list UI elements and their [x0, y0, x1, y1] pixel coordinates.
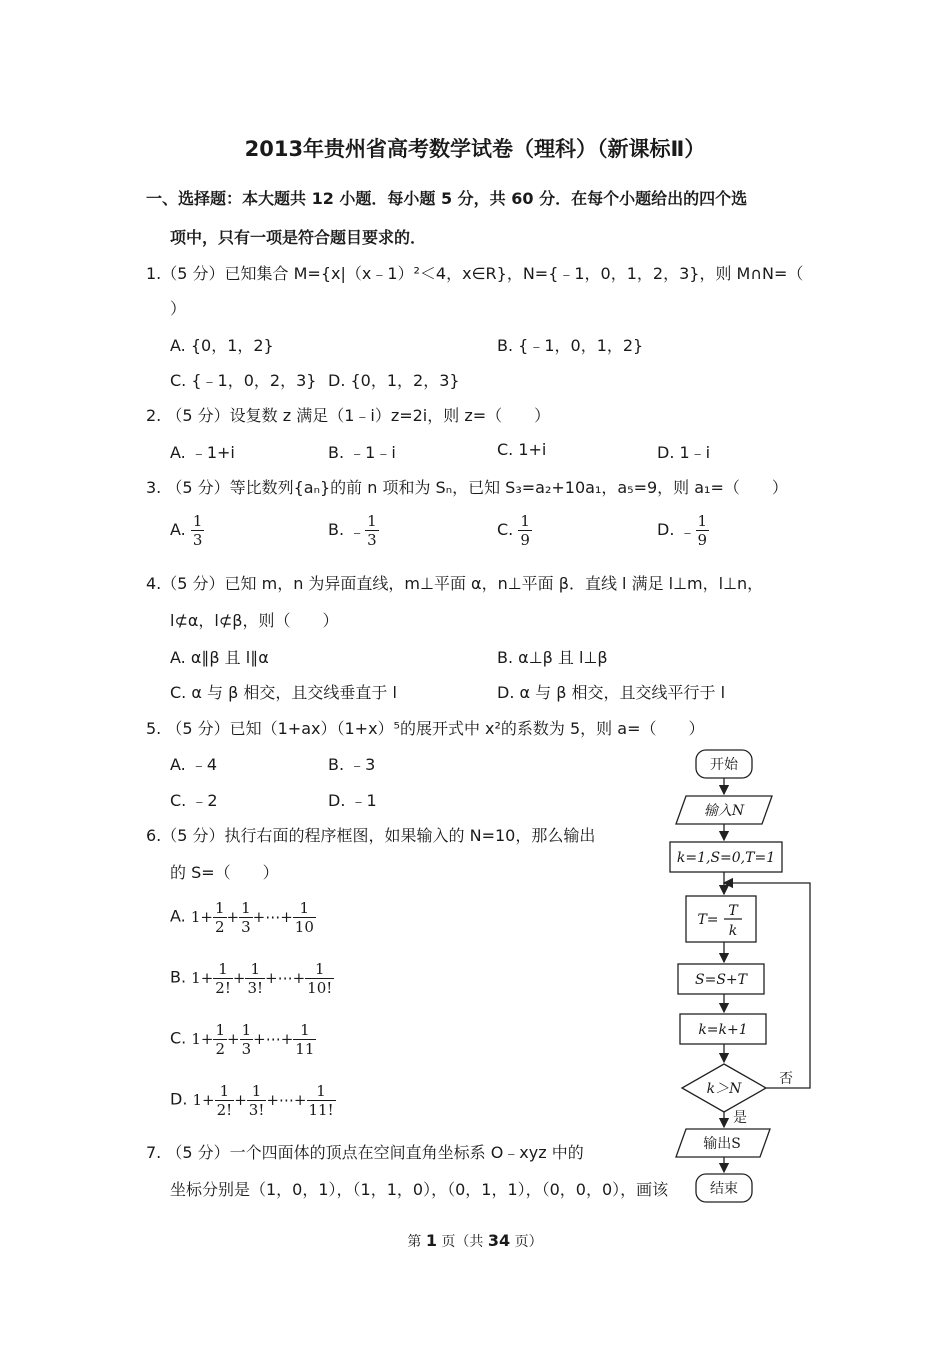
question-5-option-b: B. ﹣3 — [328, 755, 376, 774]
flow-t-lhs: T= — [697, 912, 719, 928]
page-total: 34 — [487, 1231, 511, 1250]
flow-t-denominator: k — [728, 923, 738, 939]
flow-t-numerator: T — [728, 903, 738, 919]
flow-end-label: 结束 — [710, 1181, 738, 1197]
question-5-option-c: C. ﹣2 — [170, 791, 218, 810]
question-2-stem: 2. （5 分）设复数 z 满足（1﹣i）z=2i，则 z=（ ） — [146, 406, 551, 425]
question-3-stem: 3. （5 分）等比数列{aₙ}的前 n 项和为 Sₙ，已知 S₃=a₂+10a₁，a₅=9，则 a₁=（ ） — [146, 478, 788, 497]
question-6-option-a: A. 1+ $\frac{1}{2}$ + $\frac{1}{3}$ +⋯+ $\frac{1}{10}$ — [170, 899, 314, 936]
question-1-option-b: B. {﹣1，0，1，2} — [497, 336, 644, 355]
question-7-stem: 7. （5 分）一个四面体的顶点在空间直角坐标系 O﹣xyz 中的 — [146, 1143, 584, 1162]
question-3-option-d: D. ﹣ $\frac{1}{9}$ — [657, 512, 708, 549]
question-1-stem-cont: ） — [170, 299, 187, 318]
page-footer: 第 1 页（共 34 页） — [407, 1231, 543, 1250]
question-4-stem: 4.（5 分）已知 m，n 为异面直线，m⊥平面 α，n⊥平面 β．直线 l 满足 l⊥m，l⊥n， — [146, 574, 764, 593]
program-flowchart — [660, 742, 820, 1212]
flow-start-label: 开始 — [710, 757, 738, 773]
question-4-option-a: A. α∥β 且 l∥α — [170, 648, 269, 667]
question-3-option-a: A. $\frac{1}{3}$ — [170, 512, 203, 549]
section-header-line2: 项中，只有一项是符合题目要求的． — [170, 228, 427, 247]
flow-output-label: 输出S — [703, 1136, 741, 1152]
question-6-option-b: B. 1+ $\frac{1}{2!}$ + $\frac{1}{3!}$ +⋯+ $\frac{1}{10!}$ — [170, 960, 333, 997]
question-6-option-d: D. 1+ $\frac{1}{2!}$ + $\frac{1}{3!}$ +⋯+ $\frac{1}{11!}$ — [170, 1082, 334, 1119]
flow-s-label: S=S+T — [695, 972, 747, 988]
fraction-one-ninth: $\frac{1}{9}$ — [697, 512, 708, 549]
question-7-stem-cont: 坐标分别是（1，0，1），（1，1，0），（0，1，1），（0，0，0），画该 — [170, 1180, 669, 1199]
question-4-option-b: B. α⊥β 且 l⊥β — [497, 648, 608, 667]
question-6-option-c: C. 1+ $\frac{1}{2}$ + $\frac{1}{3}$ +⋯+ $\frac{1}{11}$ — [170, 1021, 315, 1058]
fraction-one-ninth: $\frac{1}{9}$ — [520, 512, 530, 549]
question-1-option-d: D. {0，1，2，3} — [328, 371, 460, 390]
section-header-line1: 一、选择题：本大题共 12 小题．每小题 5 分，共 60 分．在每个小题给出的四个选 — [146, 189, 748, 208]
fraction-one-third: $\frac{1}{3}$ — [192, 512, 203, 549]
flow-init-label: k=1,S=0,T=1 — [676, 850, 776, 866]
page-number: 1 — [425, 1231, 437, 1250]
flow-k-label: k=k+1 — [698, 1022, 748, 1038]
question-4-option-c: C. α 与 β 相交，且交线垂直于 l — [170, 683, 397, 702]
question-2-option-c: C. 1+i — [497, 440, 547, 459]
question-1-stem: 1.（5 分）已知集合 M={x|（x﹣1）²＜4，x∈R}，N={﹣1，0，1，2，3}，则 M∩N=（ — [146, 264, 804, 283]
flow-decision-label: k＞N — [706, 1081, 742, 1097]
question-4-stem-cont: l⊄α，l⊄β，则（ ） — [170, 611, 339, 630]
page-title: 2013年贵州省高考数学试卷（理科）（新课标Ⅱ） — [244, 137, 706, 161]
question-2-option-d: D. 1﹣i — [657, 443, 711, 462]
flow-no-label: 否 — [779, 1071, 793, 1087]
question-6-stem-cont: 的 S=（ ） — [170, 863, 279, 882]
flow-input-label: 输入N — [703, 803, 745, 819]
question-1-option-c: C. {﹣1，0，2，3} — [170, 371, 317, 390]
question-5-stem: 5. （5 分）已知（1+ax）（1+x）⁵的展开式中 x²的系数为 5，则 a=（ ） — [146, 719, 705, 738]
question-4-option-d: D. α 与 β 相交，且交线平行于 l — [497, 683, 726, 702]
flow-yes-label: 是 — [733, 1110, 747, 1126]
question-1-option-a: A. {0，1，2} — [170, 336, 274, 355]
question-3-option-b: B. ﹣ $\frac{1}{3}$ — [328, 512, 377, 549]
fraction-one-third: $\frac{1}{3}$ — [367, 512, 377, 549]
question-5-option-d: D. ﹣1 — [328, 791, 377, 810]
question-2-option-a: A. ﹣1+i — [170, 443, 235, 462]
question-2-option-b: B. ﹣1﹣i — [328, 443, 396, 462]
question-6-stem: 6.（5 分）执行右面的程序框图，如果输入的 N=10，那么输出 — [146, 826, 596, 845]
question-5-option-a: A. ﹣4 — [170, 755, 218, 774]
question-3-option-c: C. $\frac{1}{9}$ — [497, 512, 530, 549]
